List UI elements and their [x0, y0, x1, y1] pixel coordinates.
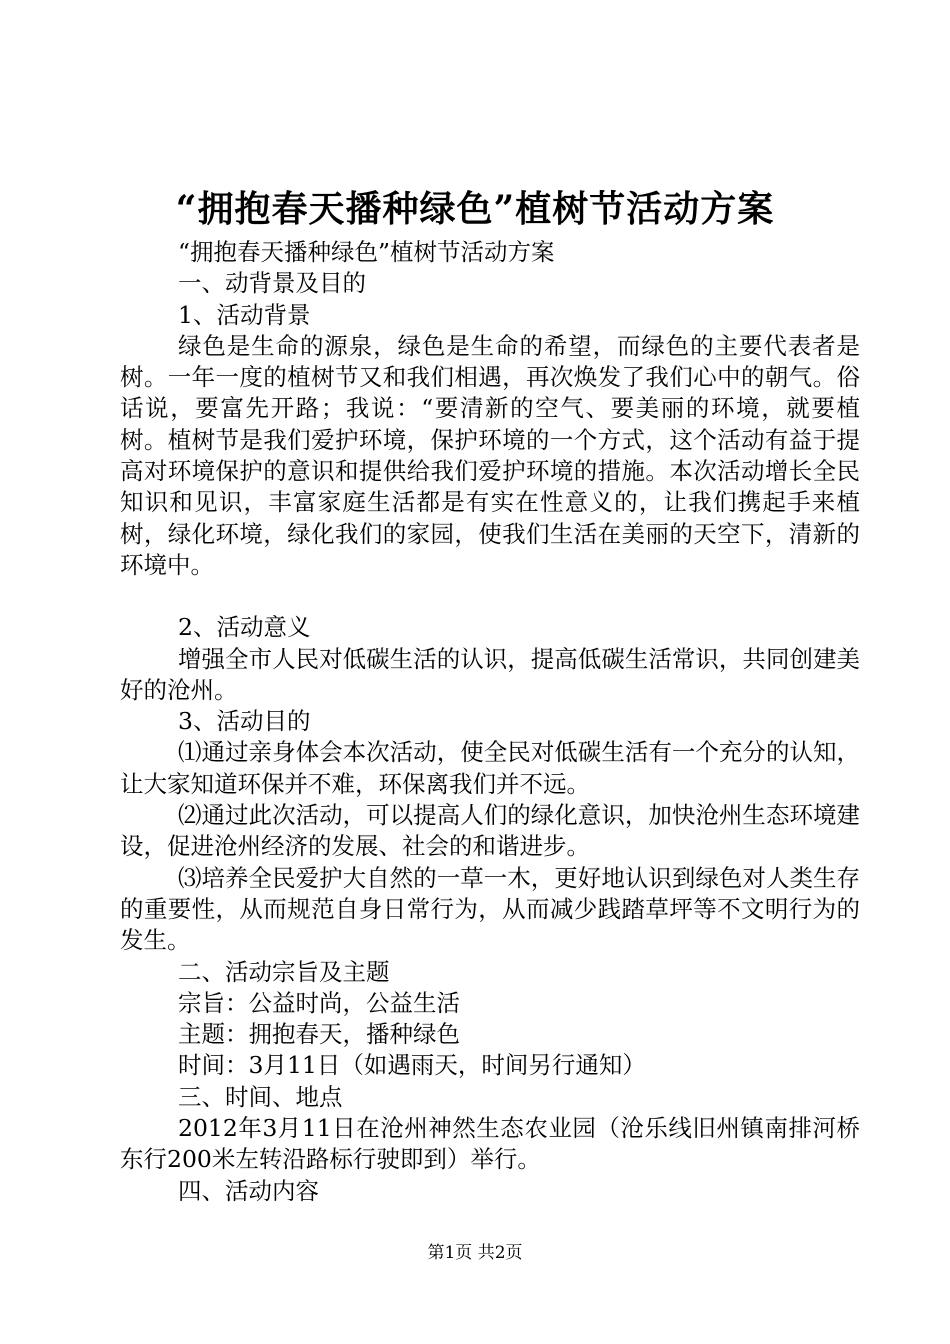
section-heading: 一、动背景及目的	[178, 269, 366, 298]
document-title: “拥抱春天播种绿色”植树节活动方案	[175, 188, 775, 230]
body-paragraph: 绿色是生命的源泉，绿色是生命的希望，而绿色的主要代表者是树。一年一度的植树节又和我们相遇，再次焕发了我们心中的朝气。俗话说，要富先开路；我说：“要清新的空气、要美丽的环境，就要植树。植树节是我们爱护环境，保护环境的一个方式，这个活动有益于提高对环境保护的意识和提供给我们爱护环境的措施。本次活动增长全民知识和见识，丰富家庭生活都是有实在性意义的，让我们携起手来植树，绿化环境，绿化我们的家园，使我们生活在美丽的天空下，清新的环境中。	[120, 331, 860, 579]
subsection-heading: 3、活动目的	[178, 707, 311, 736]
list-item: ⑶培养全民爱护大自然的一草一木，更好地认识到绿色对人类生存的重要性，从而规范自身日常行为，从而减少践踏草坪等不文明行为的发生。	[120, 863, 860, 955]
document-body	[120, 237, 860, 1207]
section-heading: 三、时间、地点	[178, 1082, 343, 1111]
subtitle-paragraph: “拥抱春天播种绿色”植树节活动方案	[178, 238, 555, 266]
body-paragraph: 增强全市人民对低碳生活的认识，提高低碳生活常识，共同创建美好的沧州。	[120, 644, 860, 704]
body-paragraph: 宗旨：公益时尚，公益生活	[178, 988, 460, 1017]
page-footer: 第1页 共2页	[427, 1243, 523, 1263]
list-item: ⑵通过此次活动，可以提高人们的绿化意识，加快沧州生态环境建设，促进沧州经济的发展、社会的和谐进步。	[120, 801, 860, 861]
body-paragraph: 2012年3月11日在沧州神然生态农业园（沧乐线旧州镇南排河桥东行200米左转沿路标行驶即到）举行。	[120, 1114, 860, 1174]
body-paragraph: 时间：3月11日（如遇雨天，时间另行通知）	[178, 1051, 646, 1080]
section-heading: 二、活动宗旨及主题	[178, 957, 390, 986]
section-heading: 四、活动内容	[178, 1176, 319, 1205]
body-paragraph: 主题：拥抱春天，播种绿色	[178, 1020, 460, 1049]
subsection-heading: 2、活动意义	[178, 613, 311, 642]
subsection-heading: 1、活动背景	[178, 300, 311, 329]
list-item: ⑴通过亲身体会本次活动，使全民对低碳生活有一个充分的认知，让大家知道环保并不难，环保离我们并不远。	[120, 738, 860, 798]
